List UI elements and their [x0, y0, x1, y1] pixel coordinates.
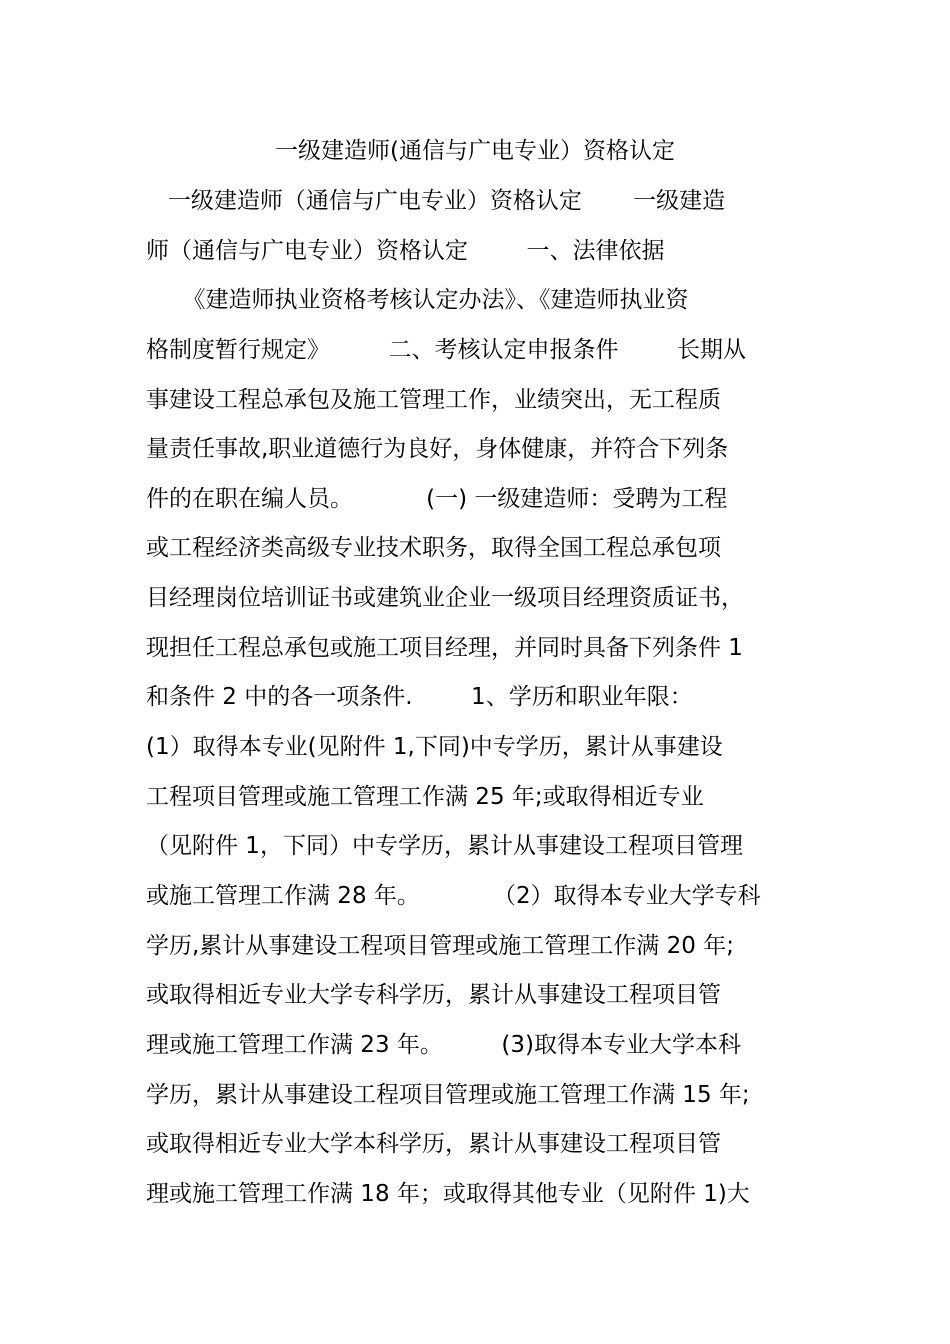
body-line: 件的在职在编人员。 (一) 一级建造师：受聘为工程: [146, 485, 728, 512]
body-line: (1）取得本专业(见附件 1,下同)中专学历，累计从事建设: [146, 734, 723, 761]
body-line: 或取得相近专业大学专科学历，累计从事建设工程项目管: [146, 982, 721, 1009]
body-line: 理或施工管理工作满 23 年。 (3)取得本专业大学本科: [146, 1031, 741, 1058]
body-line: 《建造师执业资格考核认定办法》、《建造师执业资: [146, 287, 689, 314]
document-title: 一级建造师(通信与广电专业）资格认定: [275, 138, 675, 164]
body-line: 学历,累计从事建设工程项目管理或施工管理工作满 20 年;: [146, 932, 734, 959]
body-line: 一级建造师（通信与广电专业）资格认定 一级建造: [146, 188, 726, 214]
body-line: 或施工管理工作满 28 年。 （2）取得本专业大学专科: [146, 882, 761, 909]
body-line: 目经理岗位培训证书或建筑业企业一级项目经理资质证书，: [146, 585, 744, 612]
document-body: [146, 181, 826, 1223]
body-line: 学历，累计从事建设工程项目管理或施工管理工作满 15 年;: [146, 1081, 750, 1108]
body-line: 量责任事故,职业道德行为良好，身体健康，并符合下列条: [146, 436, 729, 463]
body-line: 格制度暂行规定》 二、考核认定申报条件 长期从: [146, 336, 746, 363]
body-line: 或工程经济类高级专业技术职务，取得全国工程总承包项: [146, 535, 721, 562]
body-line: （见附件 1，下同）中专学历，累计从事建设工程项目管理: [146, 833, 743, 860]
body-line: 或取得相近专业大学本科学历，累计从事建设工程项目管: [146, 1131, 721, 1158]
body-line: 工程项目管理或施工管理工作满 25 年;或取得相近专业: [146, 783, 704, 810]
body-line: 现担任工程总承包或施工项目经理，并同时具备下列条件 1: [146, 634, 743, 661]
body-line: 师（通信与广电专业）资格认定 一、法律依据: [146, 237, 665, 264]
body-line: 和条件 2 中的各一项条件. 1、学历和职业年限：: [146, 684, 693, 711]
body-line: 理或施工管理工作满 18 年；或取得其他专业（见附件 1)大: [146, 1180, 750, 1207]
body-line: 事建设工程总承包及施工管理工作，业绩突出，无工程质: [146, 386, 721, 413]
